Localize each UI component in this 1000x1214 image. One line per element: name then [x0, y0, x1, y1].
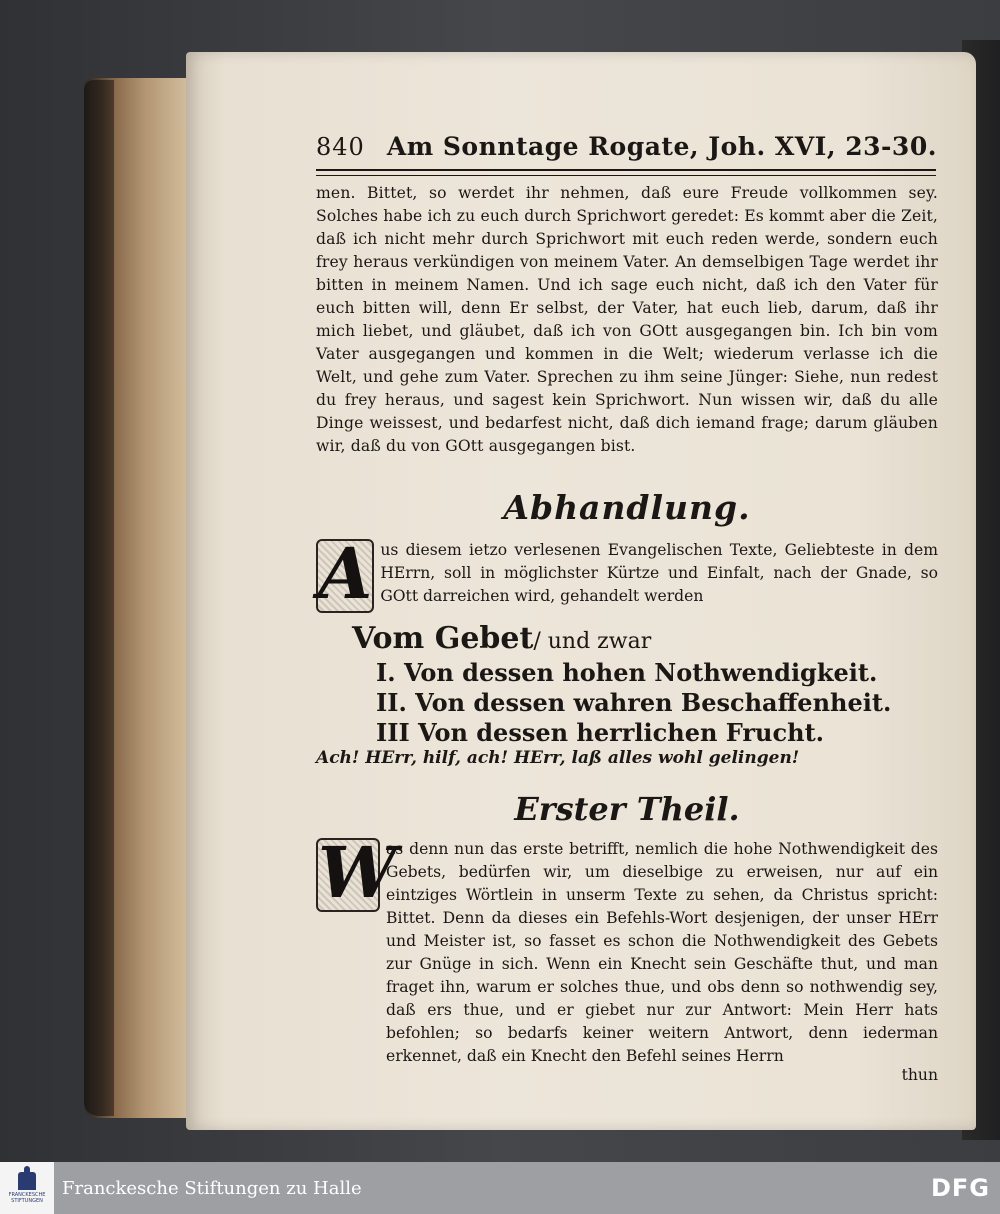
outline-item-1: I. Von dessen hohen Nothwendigkeit.: [376, 658, 878, 687]
outline-title-main: Vom Gebet: [352, 621, 534, 656]
body-text: [316, 182, 938, 1084]
erster-theil-text: as denn nun das erste betrifft, nemlich die hohe Nothwendigkeit des Gebets, bedürfen wir, um dieselbige zu erweisen, nur auf ein eintziges Wörtlein in unserm Texte zu sehen, da Christus spricht: Bittet. Denn da dieses ein Befehls-Wort desjenigen, der unser HErr und Meister ist, so fasset es schon die Nothwendigkeit des Gebets zur Gnüge in sich. Wenn ein Knecht sein Geschäfte thut, und man fraget ihn, warum er solches thue, und obs denn so nothwendig sey, daß ers thue, und er giebet nur zur Antwort: Mein Herr hats befohlen; so bedarfs keiner weitern Antwort, denn iederman erkennet, daß ein Knecht den Befehl seines Herrn: [386, 840, 938, 1065]
abhandlung-intro: us diesem ietzo verlesenen Evangelischen Texte, Geliebteste in dem HErrn, soll in möglichster Kürtze und Einfalt, nach der Gnade, so GOtt darreichen wird, gehandelt werden: [380, 541, 938, 605]
erster-theil-paragraph: [316, 831, 938, 1068]
header-rule: [316, 169, 936, 176]
page-header: [316, 132, 938, 161]
book-cover-spine: [84, 80, 114, 1116]
dfg-logo[interactable]: DFG: [930, 1174, 990, 1202]
outline-item-2: II. Von dessen wahren Beschaffenheit.: [376, 688, 892, 717]
abhandlung-heading: Abhandlung.: [503, 488, 751, 527]
prayer-line: Ach! HErr, hilf, ach! HErr, laß alles wohl gelingen!: [316, 748, 800, 768]
outline-item-3: III Von dessen herrlichen Frucht.: [376, 718, 825, 747]
building-icon: [18, 1172, 36, 1190]
catchword: thun: [901, 1066, 938, 1084]
dropcap-a: A: [318, 532, 373, 615]
page-number: 840: [316, 133, 365, 161]
outline-title: [352, 621, 938, 656]
scripture-text: men. Bittet, so werdet ihr nehmen, daß eure Freude vollkommen sey. Solches habe ich zu euch durch Sprichwort geredet: Es kommt aber die Zeit, daß ich nicht mehr durch Sprichwort mit euch reden werde, sondern euch frey heraus verkündigen von meinem Vater. An demselbigen Tage werdet ihr bitten in meinem Namen. Und ich sage euch nicht, daß ich den Vater für euch bitten will, denn Er selbst, der Vater, hat euch lieb, darum, daß ihr mich liebet, und gläubet, daß ich von GOtt ausgegangen bin. Ich bin vom Vater ausgegangen und kommen in die Welt; wiederum verlasse ich die Welt, und gehe zum Vater. Sprechen zu ihm seine Jünger: Siehe, nun redest du frey heraus, und sagest kein Sprichwort. Nun wissen wir, daß du alle Dinge weissest, und bedarfest nicht, daß dich iemand frage; darum gläuben wir, daß du von GOtt ausgegangen bist.: [316, 184, 938, 455]
viewer-footer-bar: [0, 1162, 1000, 1214]
institution-label[interactable]: Franckesche Stiftungen zu Halle: [62, 1177, 362, 1199]
abhandlung-intro-paragraph: [316, 532, 938, 615]
page-content: [316, 132, 938, 1084]
dropcap-w: W: [318, 831, 397, 914]
outline-list: [316, 658, 938, 748]
logo-text: FRANCKESCHE STIFTUNGEN: [8, 1192, 46, 1204]
running-head: Am Sonntage Rogate, Joh. XVI, 23-30.: [386, 132, 937, 161]
outline-title-sub: / und zwar: [533, 629, 652, 654]
franckesche-logo[interactable]: [0, 1162, 54, 1214]
erster-theil-heading: Erster Theil.: [514, 790, 740, 828]
